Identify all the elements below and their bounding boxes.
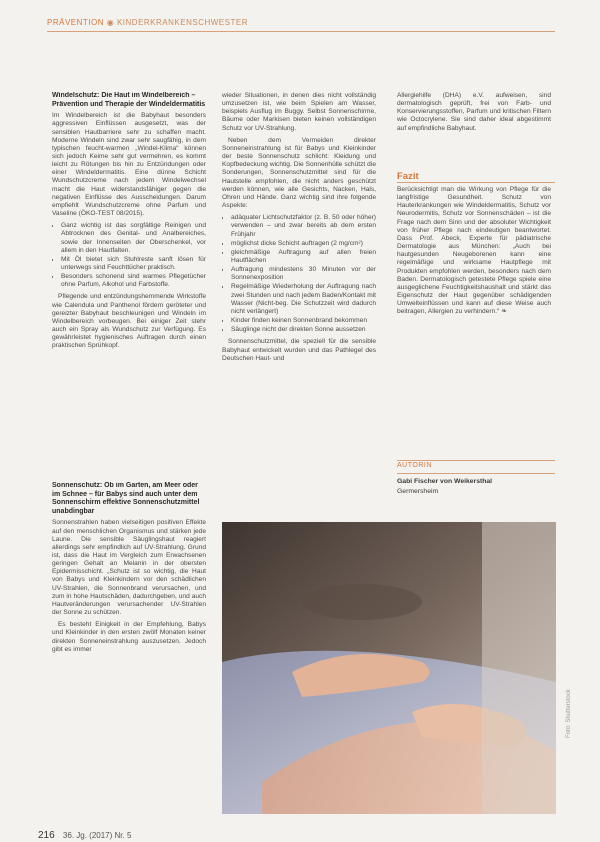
- photo-credit: Foto: Shutterstock: [566, 689, 572, 738]
- page-header: [47, 18, 248, 30]
- subsection-label: KINDERKRANKENSCHWESTER: [116, 18, 248, 27]
- fazit-heading: Fazit: [397, 171, 419, 182]
- windelschutz-paragraph-2: Pflegende und entzündungshemmende Wirkstoffe wie Calendula und Panthenol fördern geröteter und gereizter Babyhaut beschleunigen und Windeln im Windelbereich vorbeugen. Bei einiger Zeit stehr auch ein Spray als Wundschutz zur Verfügung. Es gewährleistet hygienisches Auftragen durch einen praktischen Sprühkopf.: [52, 293, 206, 350]
- page-footer: [38, 830, 131, 841]
- article-photo: [222, 522, 556, 814]
- author-name: Gabi Fischer von Weikersthal: [397, 478, 493, 485]
- paragraph-icon: ◉: [106, 18, 117, 27]
- fazit-body: [397, 186, 551, 411]
- column-2: [222, 92, 376, 462]
- list-item: • Ganz wichtig ist das sorgfältige Reinigen und Abtrocknen des Genital- und Analbereiches, sowie der Innenseiten der Oberschenkel, vor allem in den Hautfalten.: [61, 222, 206, 255]
- author-place: Germersheim: [397, 488, 439, 495]
- fazit-divider: [397, 182, 555, 183]
- windelschutz-bullets: [52, 222, 206, 289]
- author-divider-bottom: [397, 473, 555, 474]
- list-item: • Säuglinge nicht der direkten Sonne aussetzen: [231, 326, 376, 334]
- list-item: • adäquater Lichtschutzfaktor (z. B. 50 oder höher) verwenden – und zwar bereits ab dem ersten Frühjahr: [231, 214, 376, 238]
- fazit-paragraph: [397, 186, 551, 317]
- list-item: • möglichst dicke Schicht auftragen (2 mg/cm²): [231, 240, 376, 248]
- author-divider-top: [397, 460, 555, 461]
- sonnenschutz-paragraph-1: Sonnenstrahlen haben vielseitigen positiven Effekte auf den menschlichen Organismus und stärken jede Laune. Die sensible Säuglingshaut reagiert allerdings sehr empfindlich auf UV-Strahlung. Grund ist, dass die Haut im Vergleich zum Erwachsenen geringen Gehalt an Melanin in der obersten Epidermisschicht. „Schutz ist so wichtig, die Haut von Babys und Kleinkindern vor den schädlichen UV-Strahlen, die Sonnenbrand verursachen, und zum in hohe Hautschäden, dadurchgeben, und auch Hautveränderungen verursachender UV-Strahlen der Sonne zu schützen.: [52, 519, 206, 617]
- page-number: 216: [38, 830, 55, 841]
- list-item: • Mit Öl bietet sich Stuhlreste sanft lösen für unterwegs sind Feuchttücher praktisch.: [61, 256, 206, 272]
- sonnenschutz-heading: Sonnenschutz: Ob im Garten, am Meer oder im Schnee – für Babys sind auch unter dem Sonnenschirm effektive Sonnenschutzmittel unabdingbar: [52, 482, 200, 515]
- list-item: • gleichmäßige Auftragung auf allen freien Hautflächen: [231, 249, 376, 265]
- windelschutz-paragraph-1: Im Windelbereich ist die Babyhaut besonders aggressiven Einflüssen ausgesetzt, was der sensiblen Hautbarriere sehr zu schaffen macht. Moderne Windeln sind zwar sehr saugfähig, in dem typischen feucht-warmen „Windel-Klima“ können sich jedoch Keime sehr gut vermehren, es kommt leicht zu Rötungen bis hin zu Entzündungen oder einer Windeldermatitis. Eine dünne Schicht Wundschutzcreme nach jedem Windelwechsel macht die Haut widerstandsfähiger gegen die negativen Einflüsse des Ausscheidungen. Darum empfiehlt Wundschutzcreme ohne Parfum und Vaseline (ÖKO-TEST 08/2015).: [52, 112, 206, 218]
- column-3-paragraph-1: Allergiehilfe (DHA) e.V. aufweisen, sind dermatologisch geprüft, frei von Farb- und Konservierungsstoffen, Parfum und kritischen Filtern wie Octocrylene. Sie sind daher ideal abgestimmt auf empfindliche Babyhaut.: [397, 92, 551, 132]
- windelschutz-heading: Windelschutz: Die Haut im Windelbereich – Prävention und Therapie der Windeldermatitis: [52, 92, 206, 108]
- section-label: PRÄVENTION: [47, 18, 105, 27]
- list-item: • Kinder finden keinen Sonnenbrand bekommen: [231, 317, 376, 325]
- list-item: • Besonders schonend sind warmes Pflegetücher ohne Parfum, Alkohol und Farbstoffe.: [61, 273, 206, 289]
- column-2-paragraph-2: Neben dem Vermeiden direkter Sonneneinstrahlung ist für Babys und Kleinkinder der beste Sonnenschutz schlicht: Kleidung und Kopfbedeckung wichtig. Die Sonnenhülle schützt die Sonderungen, Sonnenschutzmittel sind für die Hautstelle empfohlen, die nicht anders geschützt werden können, wie alle Gesichts, Nacken, Hals, Ohren und Hände. Ganz wichtig sind ihre folgende Aspekte:: [222, 136, 376, 210]
- baby-massage-photo-icon: [222, 522, 556, 814]
- fazit-text: Berücksichtigt man die Wirkung von Pflege für die langfristige Gesundheit. Schutz von Hauterkrankungen wie Windeldermatitis, Schutz vor Neurodermitis, Schutz vor Sonnenschäden – ist die Frage nach dem Sinn und der absoluter Wichtigkeit von früher Pflege nach eindeutigen beantwortet. Dass Prof. Abeck, Experte für pädiatrische Dermatologie aus München: „Auch bei hautgesunden Neugeborenen kann eine regelmäßige und wirksame Hautpflege mit Produkten empfohlen werden, besonders nach dem Baden. Dermatologisch getestete Pflege spiele eine ausgeglichene Feuchtigkeitshaushalt und stärkt das Eigenschutz der Haut gegenüber schädigenden Umwelteinflüssen und kann auf diese Weise auch beitragen, Allergien zu verhindern.“: [397, 186, 551, 316]
- column-1-lower: [52, 482, 206, 812]
- column-2-paragraph-3: Sonnenschutzmittel, die speziell für die sensible Babyhaut entwickelt wurden und das Pathlegel des Deutschen Haut- und: [222, 338, 376, 362]
- author-label: AUTORIN: [397, 462, 432, 469]
- list-item: • Regelmäßige Wiederholung der Auftragung nach zwei Stunden und nach jedem Baden/Kontakt mit Wasser (Nicht-beg. Die Schutzzeit wird dadurch nicht verlängert): [231, 283, 376, 316]
- end-mark-icon: ❧: [501, 308, 507, 316]
- list-item: • Auftragung mindestens 30 Minuten vor der Sonnenexposition: [231, 266, 376, 282]
- sonnenschutz-bullets: [222, 214, 376, 334]
- column-1: [52, 92, 206, 462]
- sonnenschutz-paragraph-2: Es besteht Einigkeit in der Empfehlung, Babys und Kleinkinder in den ersten zwölf Monaten keiner direkten Sonneneinstrahlung auszusetzen. Jedoch gibt es immer: [52, 621, 206, 653]
- column-2-paragraph-1: wieder Situationen, in denen dies nicht vollständig umzusetzen ist, wie beim Spielen am Wasser, beispiels Ausflug im Buggy. Selbst Sonnenschirme, Bäume oder Markisen bieten keinen vollständigen Schutz vor UV-Strahlung.: [222, 92, 376, 132]
- header-divider: [47, 31, 555, 32]
- issue-info: 36. Jg. (2017) Nr. 5: [62, 831, 132, 840]
